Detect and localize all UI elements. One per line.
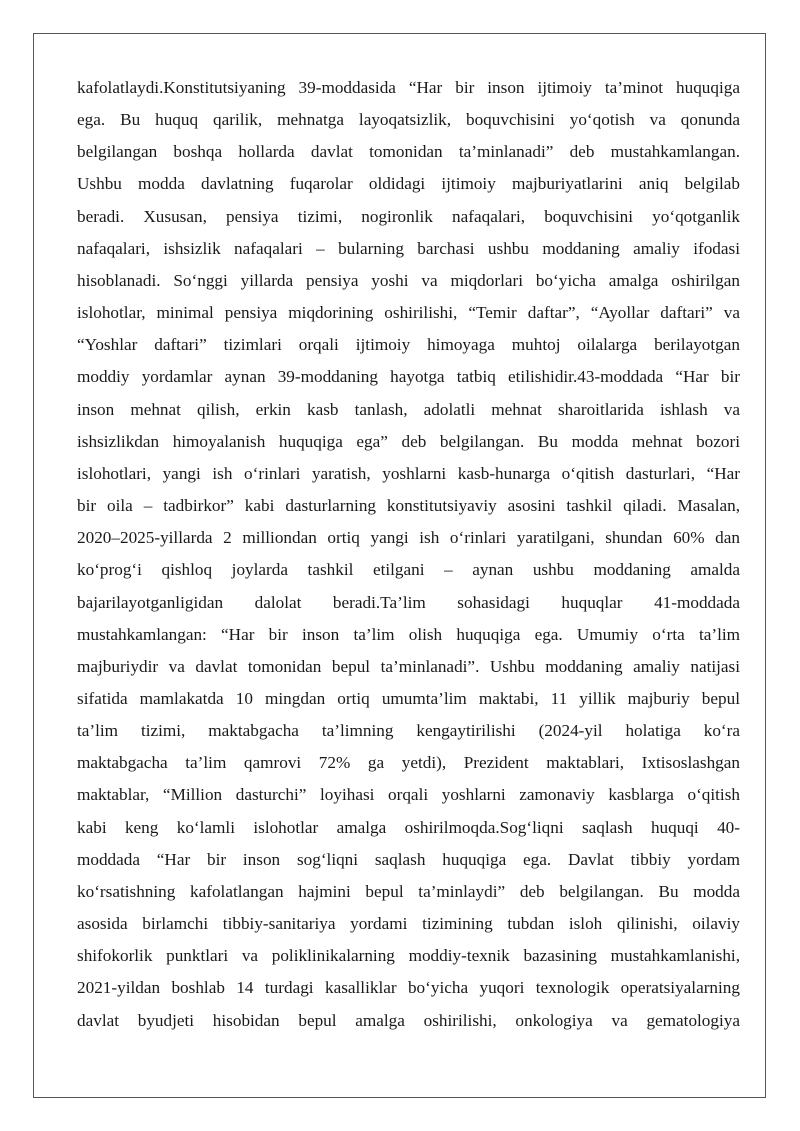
text-line: davlat byudjeti hisobidan bepul amalga oshirilishi, onkologiya va gematologiya (77, 1010, 740, 1030)
text-line: belgilangan boshqa hollarda davlat tomonidan ta’minlanadi” deb mustahkamlangan. (77, 142, 740, 162)
text-line: hisoblanadi. So‘nggi yillarda pensiya yoshi va miqdorlari bo‘yicha amalga oshirilgan (77, 270, 740, 290)
text-line: beradi. Xususan, pensiya tizimi, nogironlik nafaqalari, boquvchisini yo‘qotganlik (77, 206, 740, 226)
text-line: 2020–2025-yillarda 2 milliondan ortiq yangi ish o‘rinlari yaratilgani, shundan 60% dan (77, 528, 740, 548)
text-line: moddada “Har bir inson sog‘liqni saqlash huquqiga ega. Davlat tibbiy yordam (77, 849, 740, 869)
text-line: sifatida mamlakatda 10 mingdan ortiq umumta’lim maktabi, 11 yillik majburiy bepul (77, 688, 740, 708)
text-line: kafolatlaydi.Konstitutsiyaning 39-moddasida “Har bir inson ijtimoiy ta’minot huquqiga (77, 78, 740, 97)
text-line: asosida birlamchi tibbiy-sanitariya yordami tizimining tubdan isloh qilinishi, oilaviy (77, 914, 740, 934)
text-line: islohotlari, yangi ish o‘rinlari yaratish, yoshlarni kasb-hunarga o‘qitish dasturlari, “Har (77, 463, 740, 483)
text-line: Ushbu modda davlatning fuqarolar oldidagi ijtimoiy majburiyatlarini aniq belgilab (77, 174, 740, 194)
text-line: “Yoshlar daftari” tizimlari orqali ijtimoiy himoyaga muhtoj oilalarga berilayotgan (77, 335, 740, 355)
text-line: ega. Bu huquq qarilik, mehnatga layoqatsizlik, boquvchisini yo‘qotish va qonunda (77, 110, 740, 130)
text-line: ishsizlikdan himoyalanish huquqiga ega” deb belgilangan. Bu modda mehnat bozori (77, 431, 740, 451)
text-line: nafaqalari, ishsizlik nafaqalari – bularning barchasi ushbu moddaning amaliy ifodasi (77, 238, 740, 258)
text-line: mustahkamlangan: “Har bir inson ta’lim olish huquqiga ega. Umumiy o‘rta ta’lim (77, 624, 740, 644)
text-line: ko‘prog‘i qishloq joylarda tashkil etilgani – aynan ushbu moddaning amalda (77, 560, 740, 580)
text-line: ta’lim tizimi, maktabgacha ta’limning kengaytirilishi (2024-yil holatiga ko‘ra (77, 721, 740, 741)
text-line: bir oila – tadbirkor” kabi dasturlarning konstitutsiyaviy asosini tashkil qiladi. Masalan, (77, 496, 740, 516)
text-line: inson mehnat qilish, erkin kasb tanlash, adolatli mehnat sharoitlarida ishlash va (77, 399, 740, 419)
text-line: islohotlar, minimal pensiya miqdorining oshirilishi, “Temir daftar”, “Ayollar daftari” va (77, 303, 740, 323)
text-line: shifokorlik punktlari va poliklinikalarning moddiy-texnik bazasining mustahkamlanishi, (77, 946, 740, 966)
document-body-paragraph (77, 72, 740, 1037)
text-line: majburiydir va davlat tomonidan bepul ta’minlanadi”. Ushbu moddaning amaliy natijasi (77, 656, 740, 676)
text-line: moddiy yordamlar aynan 39-moddaning hayotga tatbiq etilishidir.43-moddada “Har bir (77, 367, 740, 387)
text-line: bajarilayotganligidan dalolat beradi.Ta’lim sohasidagi huquqlar 41-moddada (77, 592, 740, 612)
text-line: maktablar, “Million dasturchi” loyihasi orqali yoshlarni zamonaviy kasblarga o‘qitish (77, 785, 740, 805)
text-line: ko‘rsatishning kafolatlangan hajmini bepul ta’minlaydi” deb belgilangan. Bu modda (77, 881, 740, 901)
text-line: 2021-yildan boshlab 14 turdagi kasalliklar bo‘yicha yuqori texnologik operatsiyalarning (77, 978, 740, 998)
text-line: maktabgacha ta’lim qamrovi 72% ga yetdi), Prezident maktablari, Ixtisoslashgan (77, 753, 740, 773)
text-line: kabi keng ko‘lamli islohotlar amalga oshirilmoqda.Sog‘liqni saqlash huquqi 40- (77, 817, 740, 837)
